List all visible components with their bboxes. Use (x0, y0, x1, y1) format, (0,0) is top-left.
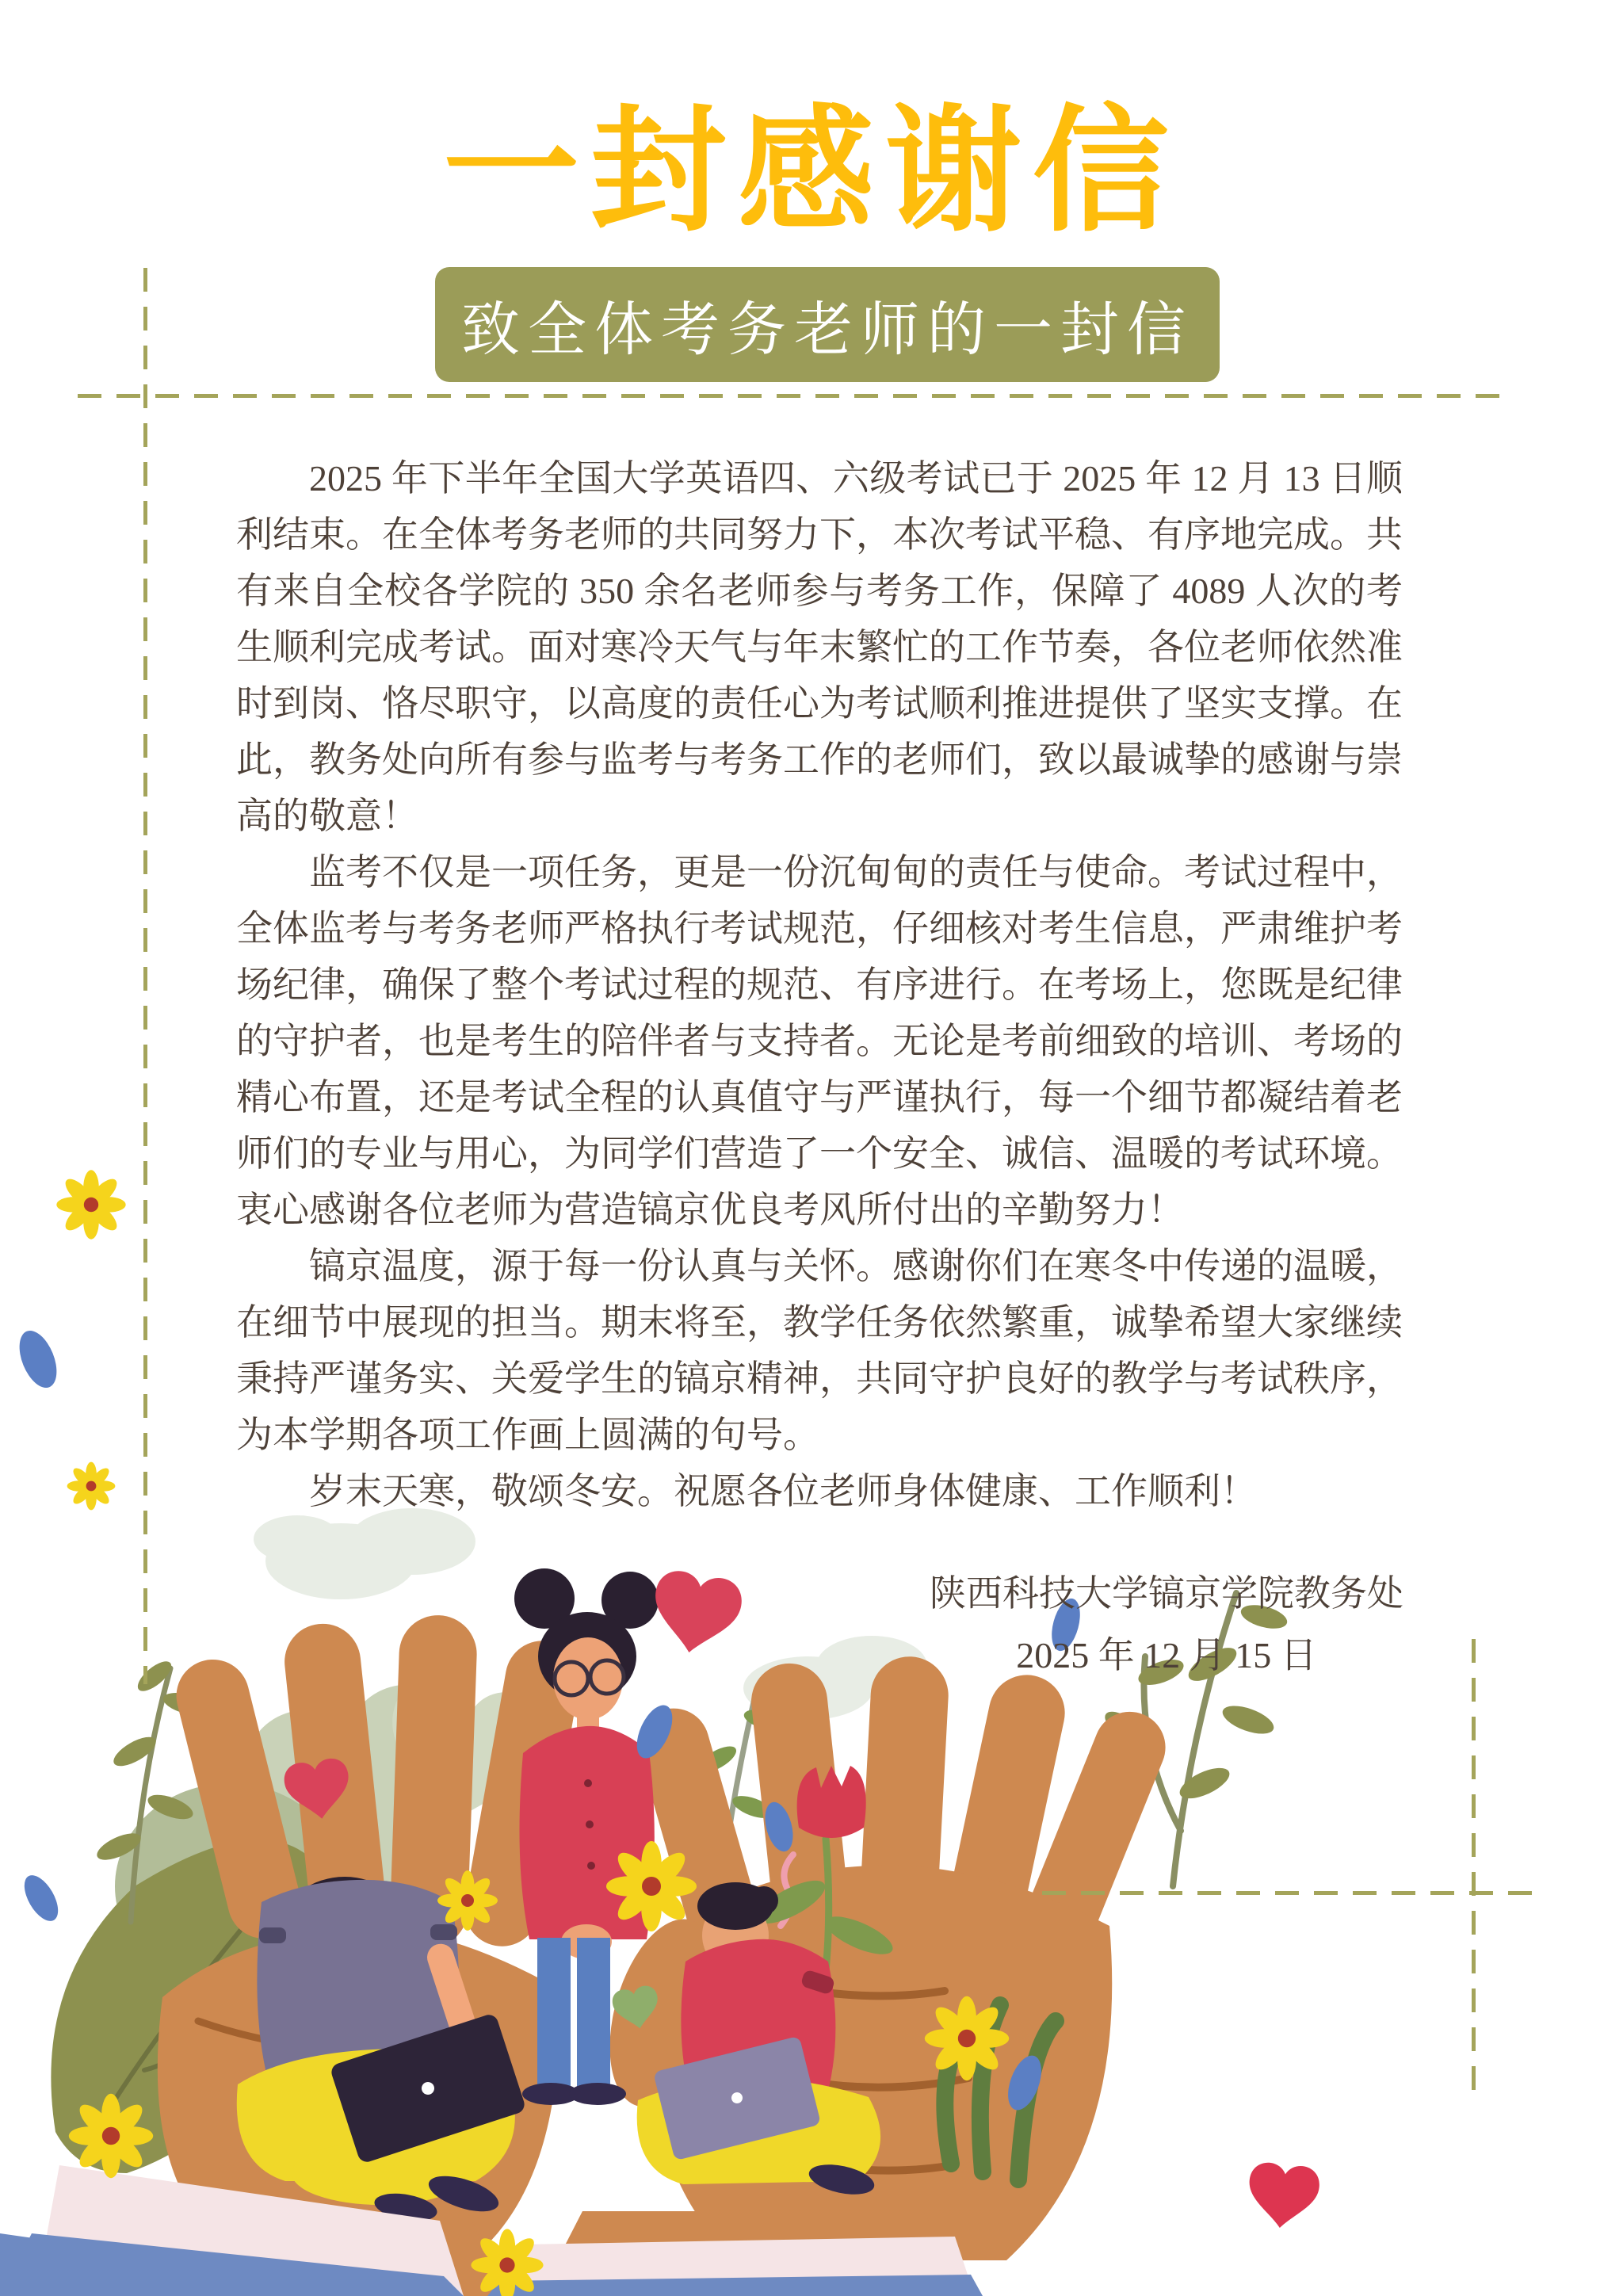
signature-block (913, 1563, 1420, 1687)
letter-paragraph: 岁末天寒，敬颂冬安。祝愿各位老师身体健康、工作顺利！ (309, 1471, 1257, 1511)
letter-paragraph: 监考不仅是一项任务，更是一份沉甸甸的责任与使命。考试过程中，全体监考与考务老师严格执行考试规范，仔细核对考生信息，严肃维护考场纪律，确保了整个考试过程的规范、有序进行。在考场上，您既是纪律的守护者，也是考生的陪伴者与支持者。无论是考前细致的培训、考场的精心布置，还是考试全程的认真值守与严谨执行，每一个细节都凝结着老师们的专业与用心，为同学们营造了一个安全、诚信、温暖的考试环境。衷心感谢各位老师为营造镐京优良考风所付出的辛勤努力！ (236, 852, 1403, 1230)
subtitle-text: 致全体考务老师的一封信 (461, 297, 1193, 363)
letter-paragraph: 镐京温度，源于每一份认真与关怀。感谢你们在寒冬中传递的温暖，在细节中展现的担当。期末将至，教学任务依然繁重，诚挚希望大家继续秉持严谨务实、关爱学生的镐京精神，共同守护良好的教学与考试秩序，为本学期各项工作画上圆满的句号。 (236, 1246, 1403, 1455)
subtitle-banner (435, 267, 1220, 382)
bottom-right-vertical-dashed-divider (1472, 1639, 1476, 2092)
signature-org: 陕西科技大学镐京学院教务处 (930, 1573, 1403, 1614)
letter-paragraph: 2025 年下半年全国大学英语四、六级考试已于 2025 年 12 月 13 日顺利结束。在全体考务老师的共同努力下，本次考试平稳、有序地完成。共有来自全校各学院的 350 余名老师参与考务工作，保障了 4089 人次的考生顺利完成考试。面对寒冷天气与年末繁忙的工作节奏，各位老师依然准时到岗、恪尽职守，以高度的责任心为考试顺利推进提供了坚实支撑。在此，教务处向所有参与监考与考务工作的老师们，致以最诚挚的感谢与崇高的敬意！ (236, 458, 1403, 836)
page-title: 一封感谢信 (443, 97, 1180, 248)
bottom-right-horizontal-dashed-divider (1042, 1891, 1537, 1895)
top-dashed-divider (78, 394, 1506, 398)
letter-body (236, 450, 1403, 1519)
signature-date: 2025 年 12 月 15 日 (1016, 1635, 1317, 1675)
left-dashed-divider (143, 268, 147, 1684)
